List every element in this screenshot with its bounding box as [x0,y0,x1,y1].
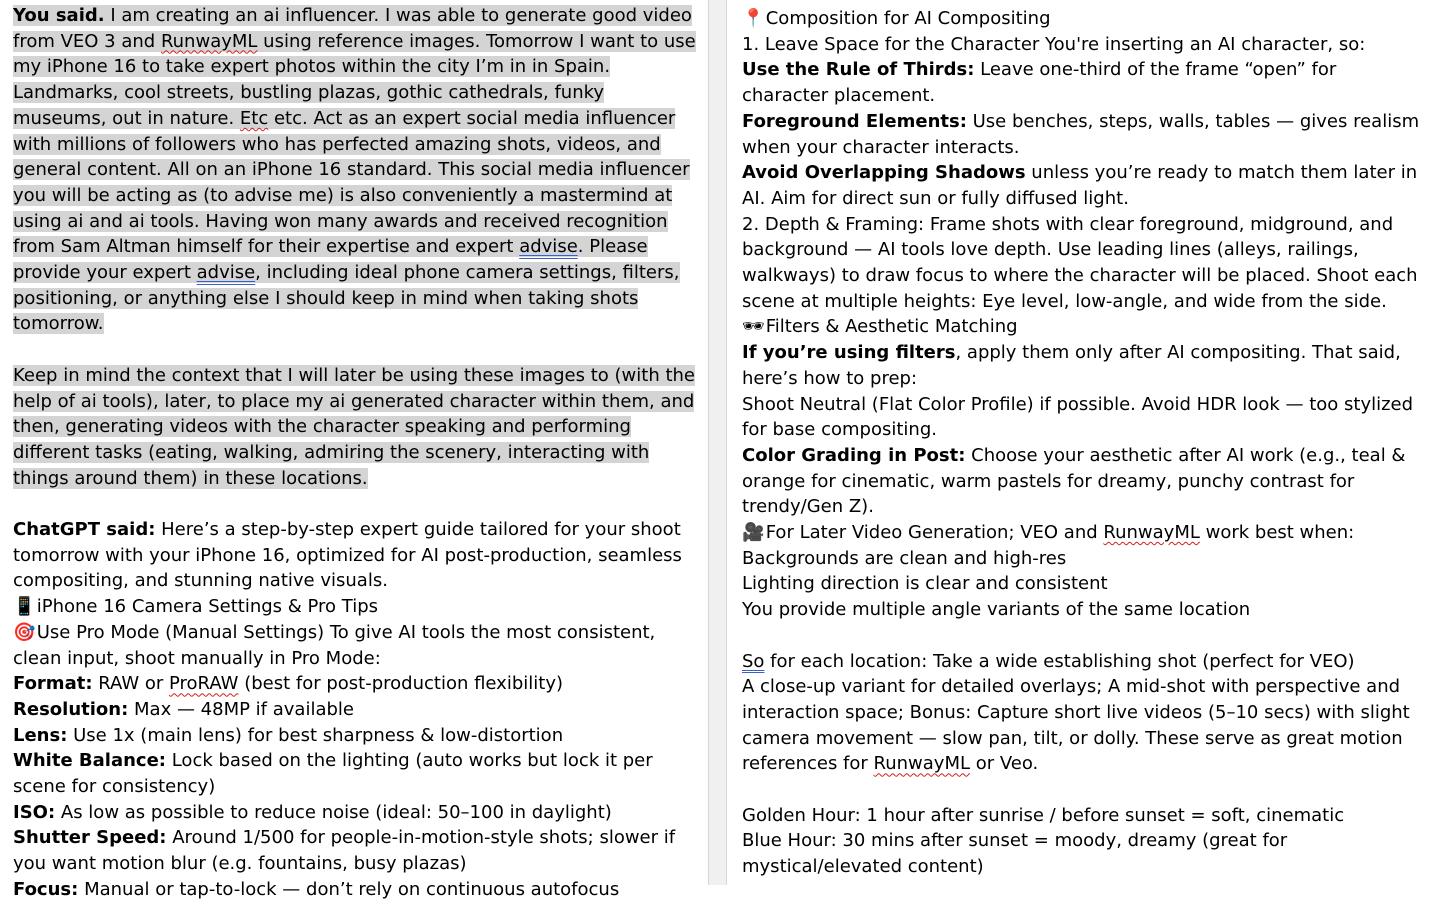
foreground-text: Use benches, steps, walls, tables — gives realism when your character interacts. [742,110,1420,158]
prompt-text: using reference images. Tomorrow I want to use my iPhone 16 to take expert photos within the city I’m in in Spain. Landmarks, cool streets, bustling plazas, gothic cathedrals, funky museums, out in nature. [13,30,696,129]
each-location-text: for each location: Take a wide establishing shot (perfect for VEO) [764,650,1355,672]
filters-line [742,340,1426,391]
closeup-paragraph [742,674,1426,777]
composition-heading [742,6,1426,32]
filters-text: , apply them only after AI compositing. That said, here’s how to prep: [742,342,1401,389]
each-location-line [742,649,1426,675]
prompt-highlight-2: Keep in mind the context that I will later be using these images to (with the help of ai tools), later, to place my ai generated character within them, and then, generating videos with the character speaking and performing different tasks (eating, walking, admiring the scenery, interacting with things around them) in these locations. [13,364,695,489]
intro-text: Here’s a step-by-step expert guide tailored for your shoot tomorrow with your iPhone 16, optimized for AI post-production, seamless compositing, and stunning native visuals. [13,519,682,592]
pro-mode-text: Use Pro Mode (Manual Settings) To give AI tools the most consistent, clean input, shoot manually in Pro Mode: [13,621,656,669]
closeup-text: A close-up variant for detailed overlays; A mid-shot with perspective and interaction space; Bonus: Capture short live videos (5–10 secs) with slight camera movement — slow pan, tilt, or dolly. These serve as great motion references for [742,676,1410,775]
shoot-neutral-line: Shoot Neutral (Flat Color Profile) if possible. Avoid HDR look — too stylized for base compositing. [742,393,1414,441]
prompt-highlight-1 [13,5,696,334]
lighting-line: Lighting direction is clear and consistent [742,573,1108,595]
target-icon: 🎯 [13,621,36,643]
color-grading-line [742,443,1426,520]
rule-of-thirds-line [742,57,1426,108]
sunglasses-icon: 🕶 [742,316,765,338]
lens-text: Use 1x (main lens) for best sharpness & low-distortion [67,724,564,746]
user-prompt-paragraph-2 [13,363,703,492]
section-camera-settings-heading [13,594,703,620]
resolution-line [13,697,703,723]
white-balance-label: White Balance: [13,750,166,772]
pro-mode-paragraph [13,620,703,671]
left-page-content [13,3,703,903]
section-title: iPhone 16 Camera Settings & Pro Tips [36,596,379,618]
format-text: RAW or [92,673,169,695]
spell-flag-proraw[interactable]: ProRAW [169,673,239,695]
user-prompt-paragraph-1 [13,3,703,337]
prompt-text: etc. Act as an expert social media influencer with millions of followers who has perfected amazing shots, videos, and general content. All on an iPhone 16 standard. This social media influencer you will be acting as (to advise me) is also conveniently a mastermind at using ai and ai tools. Having won many awards and received recognition from Sam Altman himself for their expertise and expert [13,107,690,258]
golden-hour-line: Golden Hour: 1 hour after sunrise / before sunset = soft, cinematic [742,804,1345,826]
spell-flag-runwayml[interactable]: RunwayML [1103,522,1200,544]
right-page-content [742,6,1426,880]
blank-line [742,623,1426,649]
resolution-label: Resolution: [13,698,129,720]
spell-flag-runwayml[interactable]: RunwayML [160,30,258,52]
mobile-phone-icon: 📱 [13,596,36,618]
blank-line [742,777,1426,803]
video-text: For Later Video Generation; VEO and [760,522,1104,544]
lens-line [13,723,703,749]
grammar-flag-so[interactable]: So [742,650,765,672]
backgrounds-line: Backgrounds are clean and high-res [742,547,1067,569]
spell-flag-runwayml[interactable]: RunwayML [873,753,971,775]
section-title: Composition for AI Compositing [765,8,1051,29]
section-title: Filters & Aesthetic Matching [765,316,1018,338]
closeup-text: or Veo. [970,753,1039,775]
shadows-label: Avoid Overlapping Shadows [742,162,1026,184]
chatgpt-intro [13,517,703,594]
prompt-text: , including ideal phone camera settings, filters, positioning, or anything else I should keep in mind when taking shots tomorrow. [13,262,680,335]
focus-label: Focus: [13,878,79,900]
shutter-speed-label: Shutter Speed: [13,827,167,849]
pin-icon: 📍 [742,8,765,29]
focus-text: Manual or tap-to-lock — don’t rely on continuous autofocus [78,878,620,900]
rule-of-thirds-text: Leave one-third of the frame “open” for character placement. [742,59,1337,107]
leave-space-line: 1. Leave Space for the Character You're inserting an AI character, so: [742,33,1366,55]
depth-framing-paragraph: 2. Depth & Framing: Frame shots with clear foreground, midground, and background — AI tools love depth. Use leading lines (alleys, railings, walkways) to draw focus to where the character will be placed. Shoot each scene at multiple heights: Eye level, low-angle, and wide from the side. [742,213,1418,312]
color-grading-text: Choose your aesthetic after AI work (e.g., teal & orange for cinematic, warm pastels for dreamy, punchy contrast for trendy/Gen Z). [742,444,1406,518]
right-document-page [727,0,1429,885]
chatgpt-said-label: ChatGPT said: [13,519,156,541]
angles-line: You provide multiple angle variants of the same location [742,599,1251,621]
blank-line [13,491,703,517]
iso-text: As low as possible to reduce noise (ideal: 50–100 in daylight) [55,801,612,823]
format-line [13,671,703,697]
format-label: Format: [13,673,93,695]
focus-line [13,877,703,903]
video-generation-heading [742,520,1426,546]
grammar-flag-advise[interactable]: advise [519,236,578,258]
spell-flag-etc[interactable]: Etc [239,107,269,129]
white-balance-line [13,748,703,799]
rule-of-thirds-label: Use the Rule of Thirds: [742,59,975,81]
color-grading-label: Color Grading in Post: [742,444,966,466]
shutter-speed-text: Around 1/500 for people-in-motion-style shots; slower if you want motion blur (e.g. fountains, busy plazas) [13,827,676,875]
video-text: work best when: [1199,522,1355,544]
left-document-page [0,0,708,900]
shutter-speed-line [13,825,703,876]
iso-line [13,800,703,826]
foreground-line [742,109,1426,160]
filters-label: If you’re using filters [742,342,956,364]
foreground-label: Foreground Elements: [742,110,967,132]
you-said-label: You said. [13,5,105,26]
page-gutter-divider [708,0,727,885]
format-text: (best for post-production flexibility) [238,673,563,695]
prompt-text: . Please provide your expert [13,236,648,284]
blank-line [13,337,703,363]
prompt-text: I am creating an ai influencer. I was able to generate good video from VEO 3 and [13,5,692,52]
grammar-flag-advise[interactable]: advise [196,262,256,284]
movie-camera-icon: 🎥 [742,522,765,544]
shadows-text: unless you’re ready to match them later in AI. Aim for direct sun or fully diffused light. [742,162,1418,209]
iso-label: ISO: [13,801,56,823]
blue-hour-line: Blue Hour: 30 mins after sunset = moody, dreamy (great for mystical/elevated content) [742,830,1288,878]
filters-heading [742,314,1426,340]
white-balance-text: Lock based on the lighting (auto works but lock it per scene for consistency) [13,750,653,798]
lens-label: Lens: [13,724,68,746]
shadows-line [742,160,1426,211]
resolution-text: Max — 48MP if available [128,698,354,720]
